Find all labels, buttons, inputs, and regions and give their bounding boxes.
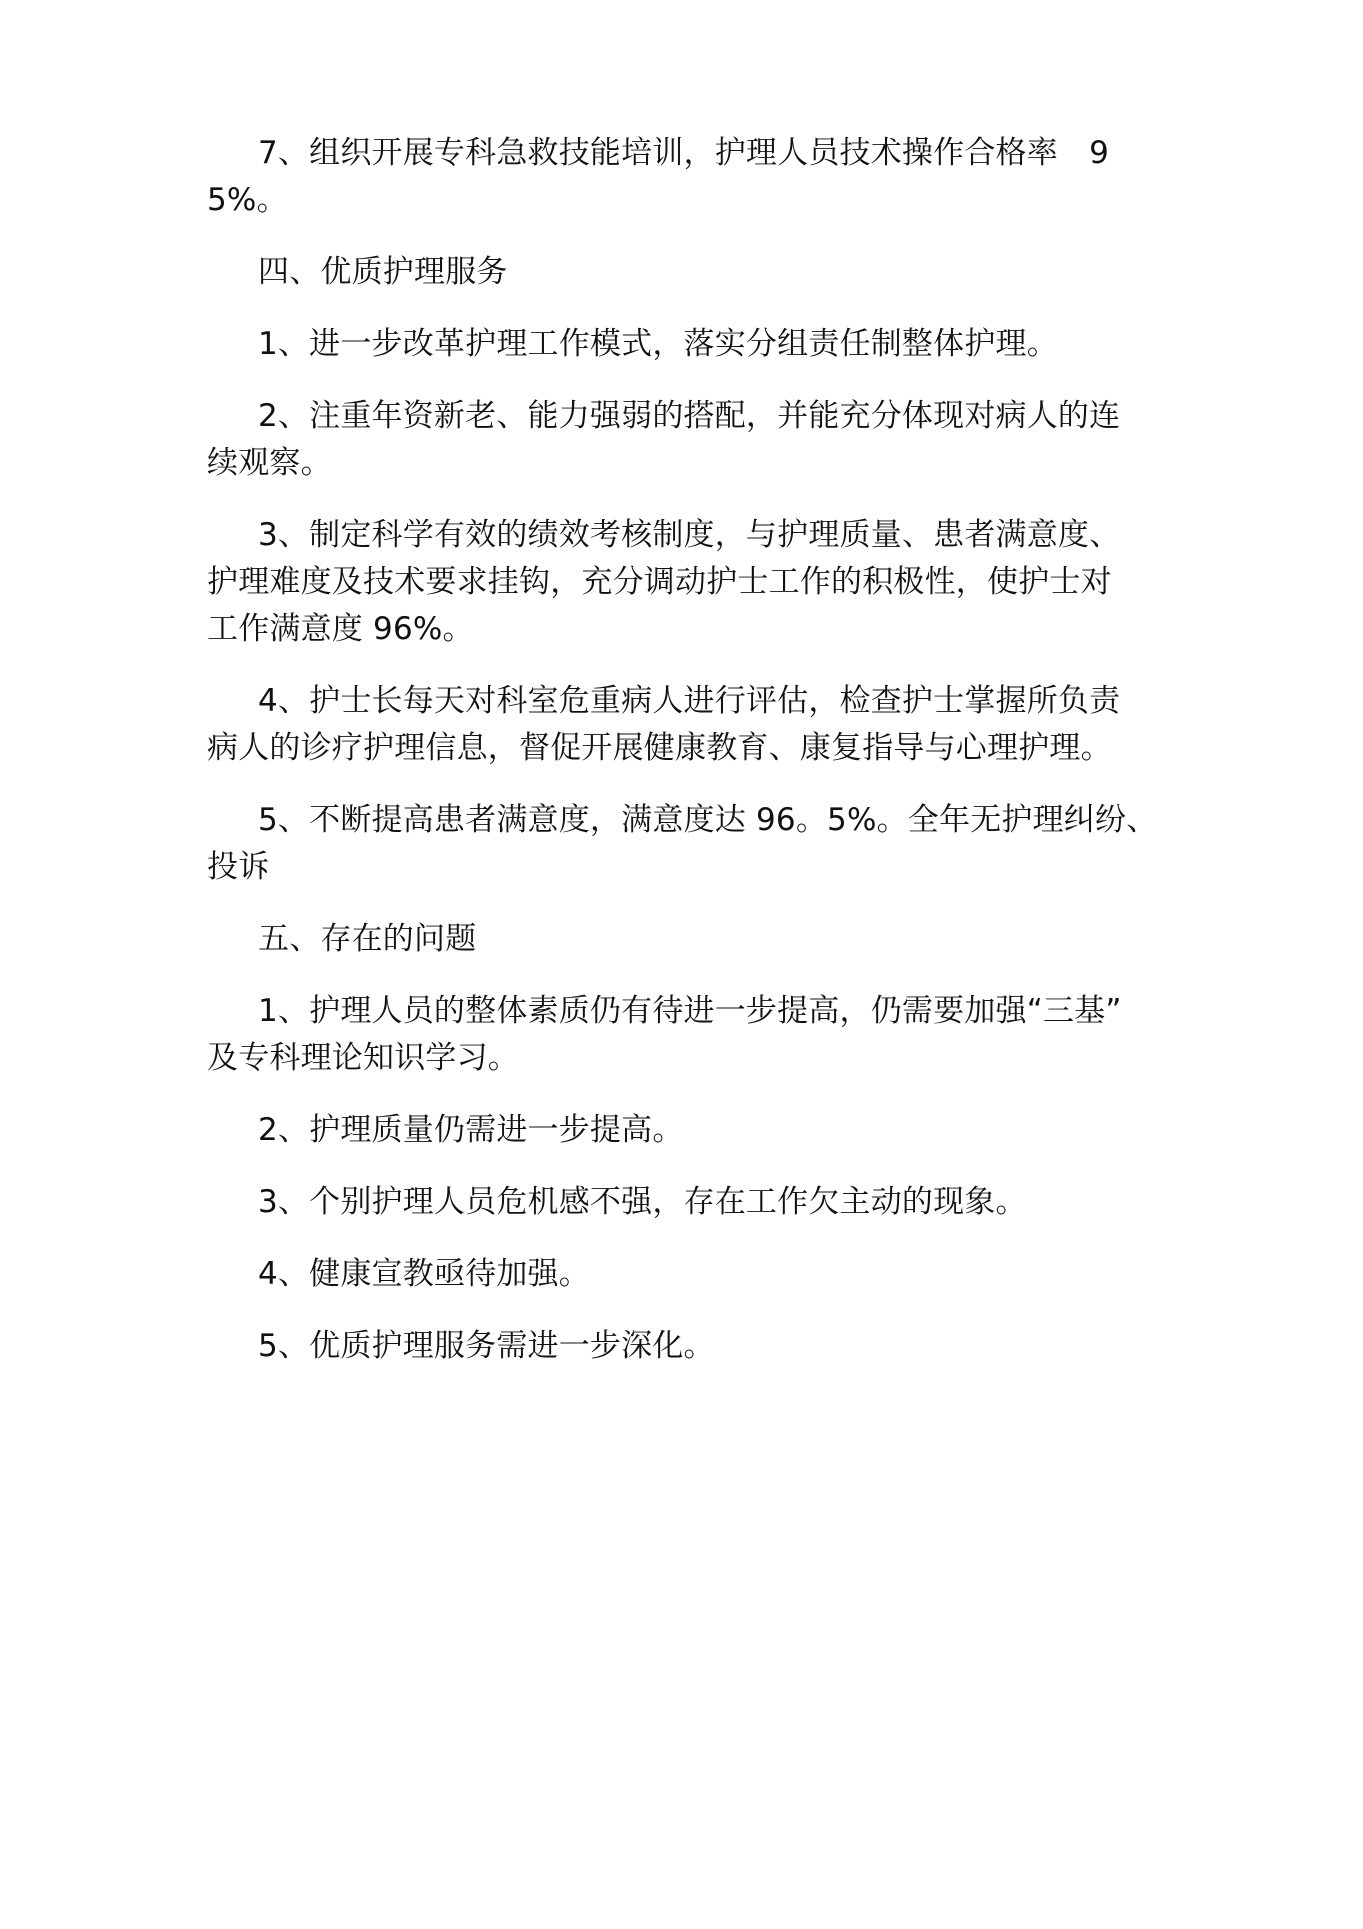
paragraph-line: 5、不断提高患者满意度，满意度达 96。5%。全年无护理纠纷、 (258, 802, 1158, 838)
paragraph-line: 2、注重年资新老、能力强弱的搭配，并能充分体现对病人的连 (258, 398, 1121, 434)
paragraph-line: 5、优质护理服务需进一步深化。 (258, 1328, 715, 1364)
paragraph-line: 及专科理论知识学习。 (207, 1040, 519, 1076)
paragraph-5-patient-satisfaction (207, 797, 1167, 891)
problem-5-service-deepening (207, 1323, 1167, 1370)
problem-3-crisis-awareness (207, 1179, 1167, 1226)
paragraph-line: 2、护理质量仍需进一步提高。 (258, 1112, 684, 1148)
section-heading-text: 四、优质护理服务 (258, 254, 508, 290)
paragraph-1-reform-mode (207, 321, 1167, 368)
section-heading-text: 五、存在的问题 (258, 921, 477, 957)
problem-1-staff-quality (207, 988, 1167, 1082)
paragraph-line: 1、进一步改革护理工作模式，落实分组责任制整体护理。 (258, 326, 1058, 362)
paragraph-line: 工作满意度 96%。 (207, 611, 474, 647)
section-heading-existing-problems (207, 916, 1167, 963)
paragraph-line: 7、组织开展专科急救技能培训，护理人员技术操作合格率 95%。 (207, 135, 1110, 218)
document-body (207, 130, 1167, 1395)
paragraph-3-performance-review (207, 512, 1167, 653)
paragraph-line: 4、健康宣教亟待加强。 (258, 1256, 590, 1292)
paragraph-line: 3、制定科学有效的绩效考核制度，与护理质量、患者满意度、 (258, 517, 1121, 553)
problem-2-nursing-quality (207, 1107, 1167, 1154)
paragraph-4-head-nurse-assessment (207, 678, 1167, 772)
section-heading-quality-nursing (207, 249, 1167, 296)
paragraph-line: 3、个别护理人员危机感不强，存在工作欠主动的现象。 (258, 1184, 1027, 1220)
paragraph-line: 病人的诊疗护理信息，督促开展健康教育、康复指导与心理护理。 (207, 730, 1112, 766)
paragraph-line: 4、护士长每天对科室危重病人进行评估，检查护士掌握所负责 (258, 683, 1121, 719)
paragraph-2-staff-pairing (207, 393, 1167, 487)
paragraph-line: 1、护理人员的整体素质仍有待进一步提高，仍需要加强“三基” (258, 993, 1122, 1029)
paragraph-7-skill-training (207, 130, 1167, 224)
paragraph-line: 投诉 (207, 849, 270, 885)
paragraph-line: 续观察。 (207, 445, 332, 481)
problem-4-health-education (207, 1251, 1167, 1298)
paragraph-line: 护理难度及技术要求挂钩，充分调动护士工作的积极性，使护士对 (207, 564, 1112, 600)
